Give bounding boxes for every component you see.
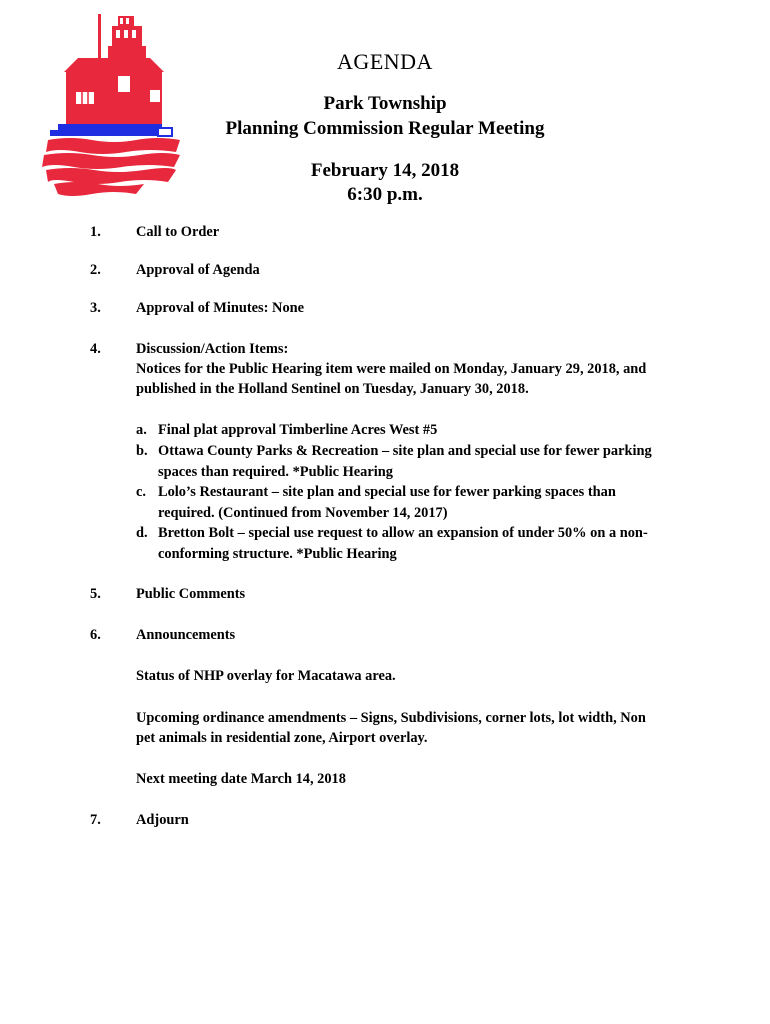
announcement-paragraph: Status of NHP overlay for Macatawa area.: [136, 668, 396, 684]
item-text-approval-agenda: Approval of Agenda: [136, 262, 260, 278]
subitem-c: [136, 482, 696, 523]
subitem-b: [136, 441, 696, 482]
subitem-line: Ottawa County Parks & Recreation – site plan and special use for fewer parking: [158, 443, 652, 459]
subitem-letter: b.: [136, 443, 148, 459]
item-text-adjourn: Adjourn: [136, 812, 189, 828]
subitem-a: [136, 420, 696, 441]
item-note-line: Notices for the Public Hearing item were mailed on Monday, January 29, 2018, and: [136, 361, 647, 377]
item-text-announcements: Announcements: [136, 627, 236, 643]
subitem-d: [136, 523, 696, 564]
item-number: 4.: [90, 341, 101, 357]
item-number: 1.: [90, 224, 101, 240]
subitem-line: required. (Continued from November 14, 2017): [158, 504, 448, 521]
subitem-line: conforming structure. *Public Hearing: [158, 545, 397, 562]
item-number: 2.: [90, 262, 101, 278]
meeting-time: 6:30 p.m.: [347, 184, 423, 205]
item-number: 5.: [90, 586, 101, 602]
subitem-letter: a.: [136, 422, 147, 438]
organization-name: Park Township: [323, 93, 447, 114]
item-note-line: published in the Holland Sentinel on Tuesday, January 30, 2018.: [136, 381, 529, 397]
announcement-paragraph: Upcoming ordinance amendments – Signs, Subdivisions, corner lots, lot width, Non: [136, 710, 646, 726]
item-number: 3.: [90, 300, 101, 316]
announcement-paragraph: pet animals in residential zone, Airport overlay.: [136, 730, 428, 746]
meeting-date: February 14, 2018: [310, 160, 460, 181]
page-title: AGENDA: [337, 49, 433, 74]
item-number: 6.: [90, 627, 101, 643]
subitem-letter: d.: [136, 525, 148, 541]
subitem-line: Final plat approval Timberline Acres West #5: [158, 422, 438, 438]
subitem-line: spaces than required. *Public Hearing: [158, 463, 393, 480]
item-text-public-comments: Public Comments: [136, 586, 246, 602]
subitem-letter: c.: [136, 484, 146, 500]
subitem-line: Lolo’s Restaurant – site plan and special use for fewer parking spaces than: [158, 484, 616, 500]
announcement-paragraph: Next meeting date March 14, 2018: [136, 771, 346, 787]
subitem-line: Bretton Bolt – special use request to allow an expansion of under 50% on a non-: [158, 525, 648, 541]
item-text-call-to-order: Call to Order: [136, 224, 220, 240]
item-text-approval-minutes: Approval of Minutes: None: [136, 300, 305, 316]
item-text-discussion: Discussion/Action Items:: [136, 341, 289, 357]
meeting-name: Planning Commission Regular Meeting: [225, 118, 545, 139]
item-number: 7.: [90, 812, 101, 828]
